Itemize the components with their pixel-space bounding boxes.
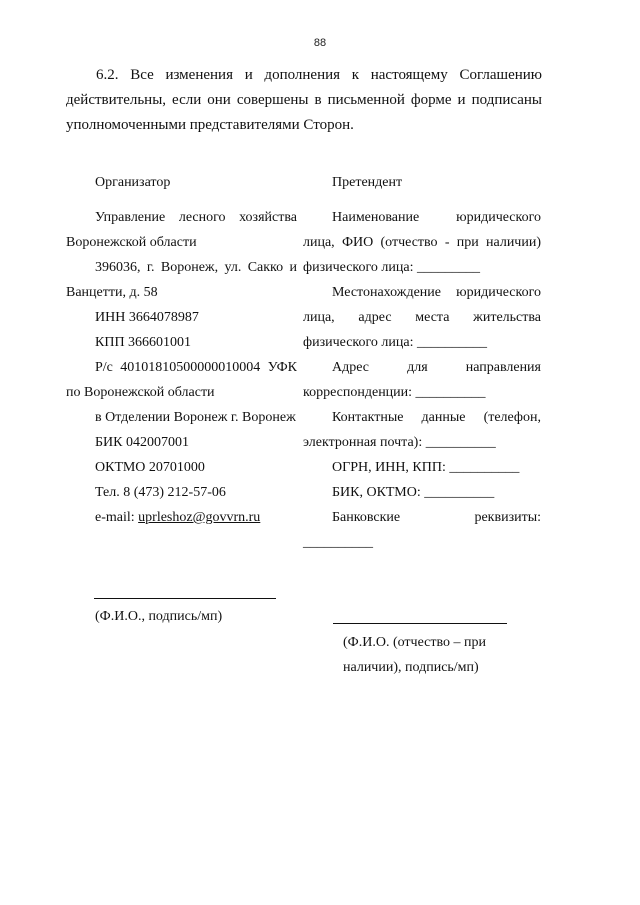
organizer-address: 396036, г. Воронеж, ул. Сакко и Ванцетти, д. 58 [66,260,297,300]
applicant-ogrn-field: ОГРН, ИНН, КПП: __________ [332,460,520,475]
organizer-kpp: КПП 366601001 [95,335,192,350]
organizer-column [66,170,297,530]
organizer-heading: Организатор [95,175,171,190]
page-number: 88 [313,37,327,49]
organizer-signature-line [94,598,276,599]
applicant-name-field: Наименование юридического лица, ФИО (отчество - при наличии) физического лица: _________ [303,210,541,275]
organizer-email-link[interactable]: uprleshoz@govvrn.ru [138,510,261,525]
applicant-signature-line [333,623,507,624]
organizer-oktmo: ОКТМО 20701000 [95,460,205,475]
applicant-bank-details-label: Банковские реквизиты: [332,510,541,525]
applicant-bik-field: БИК, ОКТМО: __________ [332,485,495,500]
organizer-inn: ИНН 3664078987 [95,310,199,325]
applicant-heading: Претендент [332,175,403,190]
organizer-name: Управление лесного хозяйства Воронежской области [66,210,297,250]
applicant-location-field: Местонахождение юридического лица, адрес места жительства физического лица: __________ [303,285,541,350]
organizer-email-line [66,505,297,530]
applicant-column [303,170,541,555]
applicant-correspondence-field: Адрес для направления корреспонденции: __________ [303,360,541,400]
clause-6-2: 6.2. Все изменения и дополнения к настоящему Соглашению действительны, если они совершены в письменной форме и подписаны уполномоченными представителями Сторон. [66,67,542,133]
organizer-bank: в Отделении Воронеж г. Воронеж [95,410,296,425]
applicant-bank-details-blank: __________ [303,535,373,550]
applicant-contacts-field: Контактные данные (телефон, электронная почта): __________ [303,410,541,450]
organizer-signature-caption: (Ф.И.О., подпись/мп) [95,609,223,624]
organizer-email-label: e-mail: [95,510,139,525]
applicant-signature-caption: (Ф.И.О. (отчество – при наличии), подпись/мп) [343,635,486,675]
organizer-bik: БИК 042007001 [95,435,189,450]
organizer-phone: Тел. 8 (473) 212-57-06 [95,485,226,500]
organizer-account: Р/с 40101810500000010004 УФК по Воронежской области [66,360,297,400]
